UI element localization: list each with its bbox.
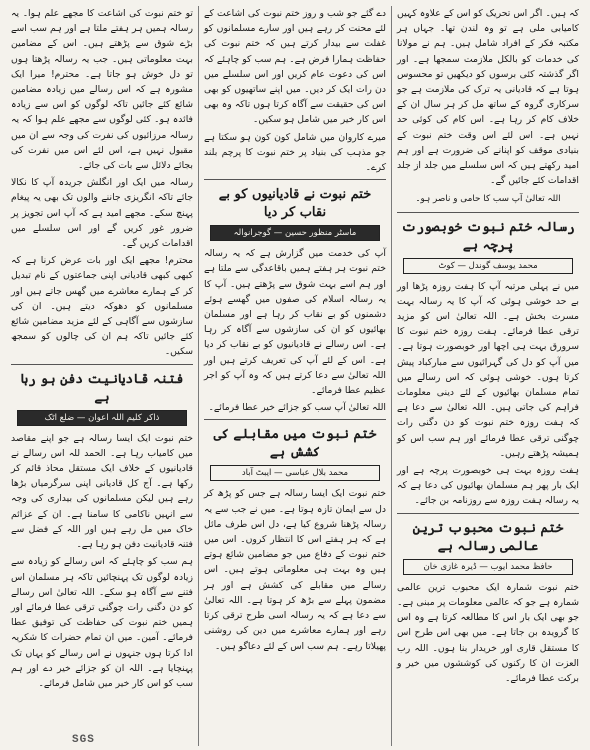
paragraph: اللہ تعالیٰ آپ سب کو جزائے خیر عطا فرمائے۔ [208, 402, 386, 414]
letter-heading: فتنہ قادیانیت دفن ہو رہا ہے [20, 371, 184, 405]
page-mark: SGS [72, 734, 95, 746]
letter-byline: محمد یوسف گوندل — کوٹ [403, 258, 573, 274]
letter-heading: ختم نبوت محبوب ترین عالمی رسالہ ہے [412, 520, 564, 554]
letter-byline: محمد بلال عباسی — ایبٹ آباد [210, 465, 380, 481]
paragraph: آپ کی خدمت میں گزارش ہے کہ یہ رسالہ ختم نبوت ہر ہفتے ہمیں باقاعدگی سے ملتا ہے اور ہم اسے بہت شوق سے پڑھتے ہیں۔ آپ کا یہ رسالہ اسلام کی صفوں میں گھسے ہوئے دشمنوں کو بے نقاب کر رہا ہے اور مسلمان بھائیوں کو ان کی سازشوں سے آگاہ کر رہا ہے۔ اس رسالے نے قادیانیوں کو بے نقاب کر دیا ہے۔ اس کے لئے آپ کی تعریف کرتے ہیں اور اللہ تعالیٰ سے دعا کرتے ہیں کہ وہ آپ کو اجر عظیم عطا فرمائے۔ [204, 248, 386, 397]
column-right [392, 6, 584, 746]
letter-heading: رسالہ ختم نبوت خوبصورت پرچہ ہے [401, 219, 575, 253]
paragraph: ہفت روزہ بہت ہی خوبصورت پرچہ ہے اور ایک بار پھر ہم مسلمان بھائیوں کی دعا ہے کہ یہ رسالہ ہفت روزہ سے روزنامہ بن جائے۔ [397, 465, 579, 507]
paragraph: محترم! مجھے ایک اور بات عرض کرنا ہے کہ کبھی کبھی قادیانی اپنی جماعتوں کے نام تبدیل کر کے ہمارے معاشرے میں گھس جاتے ہیں اور مسلمانوں کو دھوکہ دیتے ہیں۔ ان کی سازشوں سے آگاہی کے لئے مزید مضامین شائع کئے جائیں تاکہ ہم ان کی چالوں کو سمجھ سکیں۔ [11, 255, 193, 358]
divider [204, 419, 386, 420]
divider [397, 513, 579, 514]
letter-heading: ختم نبوت نے قادیانیوں کو بے نقاب کر دیا [218, 187, 372, 221]
paragraph: ختم نبوت ایک ایسا رسالہ ہے جو اپنے مقاصد میں کامیاب رہا ہے۔ الحمد للہ اس رسالے نے قادیانیوں کے خلاف ایک مستقل محاذ قائم کر رکھا ہے۔ آج کل قادیانی اپنی سرگرمیاں بڑھا رہے ہیں لیکن مسلمانوں کی بیداری کی وجہ سے انہیں ناکامی کا سامنا ہے۔ ان کے عزائم خاک میں مل رہے ہیں اور اللہ کے فضل سے فتنہ قادیانیت دفن ہو رہا ہے۔ [11, 432, 193, 551]
paragraph: ختم نبوت ایک ایسا رسالہ ہے جس کو پڑھ کر دل سے ایمان تازہ ہوتا ہے۔ میں نے جب سے یہ رسالہ پڑھنا شروع کیا ہے، دل اس طرف مائل ہے کہ ہر ہفتے اس کا انتظار کروں۔ اس میں ختم نبوت کے دفاع میں جو مضامین شائع ہوتے ہیں وہ بہت ہی معلوماتی ہوتے ہیں۔ اس رسالے میں مقابلے کی کشش ہے اور ہر مضمون پہلے سے بڑھ کر ہوتا ہے۔ اللہ تعالیٰ سے دعا ہے کہ یہ رسالہ اسی طرح ترقی کرتا رہے اور ہمارے معاشرے میں دین کی روشنی پھیلاتا رہے۔ ہم سب اس کے لئے دعاگو ہیں۔ [204, 488, 386, 652]
paragraph: رسالہ میں ایک اور انگلش جریدہ آپ کا نکالا جائے تاکہ انگریزی جاننے والوں تک بھی یہ پیغام پہنچ سکے۔ مجھے امید ہے کہ آپ اس تجویز پر ضرور غور کریں گے اور اس سلسلے میں اقدامات کریں گے۔ [11, 177, 193, 250]
column-left [6, 6, 199, 746]
paragraph: کہ ہیں۔ اگر اس تحریک کو اس کے علاوہ کہیں کامیابی ملی ہے تو وہ لندن تھا۔ جہاں ہر مکتبہ فکر کے افراد شامل ہیں۔ ہم نے مولانا کی خدمات کو بالکل ملازمت سمجھا ہے۔ اور اگر گذشتہ کئی برسوں کو دیکھیں تو محسوس ہوتا ہے کہ قادیانی یہ ترک کی ملازمت ہے جو سرکاری گروہ کے ساتھ مل کر ہر سال ان کے خلاف کام کر رہا ہے۔ اس کام کی کوئی حد نہیں ہے۔ اس لئے اس وقت ختم نبوت کے بنیادی موقف کو اپنانے کی ضرورت ہے اور ہم امید رکھتے ہیں کہ اس سلسلے میں جلد از جلد اقدامات کئے جائیں گے۔ [397, 8, 579, 187]
column-middle [199, 6, 392, 746]
closing-note: اللہ تعالیٰ آپ سب کا حامی و ناصر ہو۔ [415, 194, 561, 205]
letter-byline: حافظ محمد ایوب — ڈیرہ غازی خان [403, 559, 573, 575]
letter-byline: ماسٹر منظور حسین — گوجرانوالہ [210, 225, 380, 241]
paragraph: دے گئے جو شب و روز ختم نبوت کی اشاعت کے لئے محنت کر رہے ہیں اور سارے مسلمانوں کو غفلت سے بیدار کرتے ہیں کہ ختم نبوت کی حفاظت ہمارا فرض ہے۔ ہم سب کو چاہئے کہ اس کی دعوت عام کریں اور اس سلسلے میں دن رات ایک کر دیں۔ میں اپنے ساتھیوں کو بھی اس کی حقیقت سے آگاہ کرتا ہوں تاکہ وہ بھی اس کار خیر میں شامل ہو سکیں۔ [204, 8, 386, 126]
letter-heading: ختم نبوت میں مقابلے کی کشش ہے [213, 427, 377, 461]
letter-byline: ذاکر کلیم اللہ اعوان — ضلع اٹک [17, 410, 187, 426]
divider [397, 212, 579, 213]
divider [204, 179, 386, 180]
divider [11, 364, 193, 365]
paragraph: ہم سب کو چاہئے کہ اس رسالے کو زیادہ سے زیادہ لوگوں تک پہنچائیں تاکہ ہر مسلمان اس فتنے سے آگاہ ہو سکے۔ اللہ تعالیٰ اس رسالے کو دن دگنی رات چوگنی ترقی عطا فرمائے اور ہمیں ختم نبوت کی حفاظت کی توفیق عطا فرمائے۔ آمین۔ میں ان تمام حضرات کا شکریہ ادا کرتا ہوں جنہوں نے اس رسالے کو یہاں تک پہنچایا ہے۔ اللہ ان کو جزائے خیر دے اور ہم سب کو اس کار خیر میں شامل فرمائے۔ [11, 556, 193, 689]
paragraph: میرے کاروان میں شامل کون کون ہو سکتا ہے جو مذہب کی بنیاد پر ختم نبوت کا پرچم بلند کرے۔ [204, 131, 386, 174]
paragraph: تو ختم نبوت کی اشاعت کا مجھے علم ہوا۔ یہ رسالہ ہمیں ہر ہفتے ملتا ہے اور ہم سب اسے بڑے شوق سے پڑھتے ہیں۔ اس کے مضامین بہت معلوماتی ہیں۔ جب یہ رسالہ پڑھتا ہوں تو دل خوش ہو جاتا ہے۔ محترم! میرا ایک مشورہ ہے کہ اس رسالے میں زیادہ مضامین شائع کئے جائیں تاکہ لوگوں کو اس سے زیادہ فائدہ ہو۔ کئی لوگوں سے مجھے علم ہوا کہ یہ رسالہ مرزائیوں کی نفرت کی وجہ سے ان میں مقبول نہیں ہے، اس لئے اس میں نفرت کی بجائے دلائل سے بات کی جائے۔ [11, 8, 193, 172]
paragraph: میں نے پہلی مرتبہ آپ کا ہفت روزہ پڑھا اور بے حد خوشی ہوئی کہ آپ کا یہ رسالہ بہت مسرت بخش ہے۔ اللہ تعالیٰ اس کو مزید ترقی عطا فرمائے۔ ہفت روزہ ختم نبوت کا سرورق بہت ہی اچھا اور خوبصورت ہوتا ہے۔ میں آپ کو دل کی گہرائیوں سے مبارکباد پیش کرتا ہوں۔ خوشی ہوئی کہ اس رسالے میں تمام مسلمان بھائیوں کے لئے دینی معلومات فراہم کی جاتی ہیں۔ اللہ تعالیٰ سے دعا ہے کہ ہفت روزہ ختم نبوت کو دن دگنی رات چوگنی ترقی عطا فرمائے اور ہم سب اس کو ہمیشہ پڑھتے رہیں۔ [397, 280, 579, 459]
paragraph: ختم نبوت شمارہ ایک محبوب ترین عالمی شمارہ ہے جو کہ عالمی معلومات پر مبنی ہے۔ جو بھی ایک بار اس کا مطالعہ کرتا ہے وہ اس کا گرویدہ بن جاتا ہے۔ میں بھی اس طرح اس کا مستقل قاری اور خریدار بنا ہوں۔ اللہ رب العزت ان کا رکنوں کی کوششوں میں خیر و برکت عطا فرمائے۔ [397, 581, 579, 684]
